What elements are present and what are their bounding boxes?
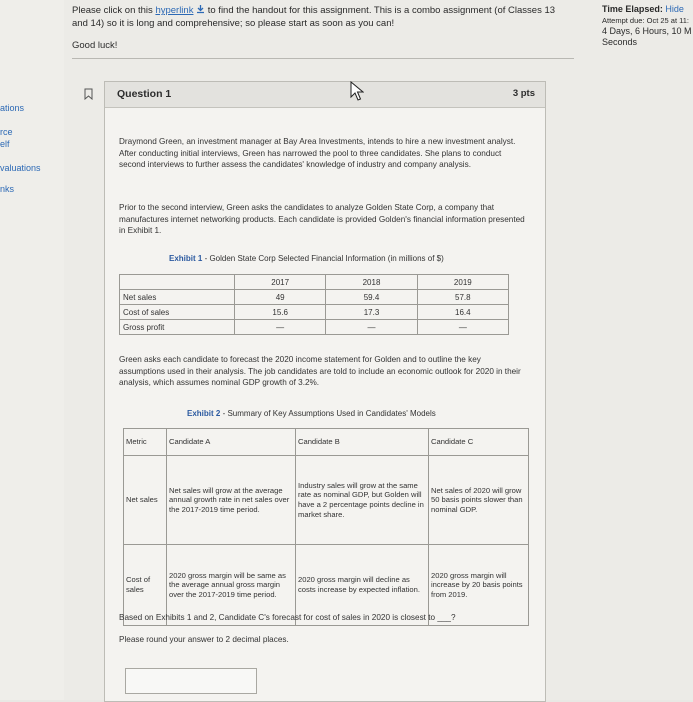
cell-value: — [326,320,417,335]
assumption-cell: Net sales of 2020 will grow 50 basis points slower than nominal GDP. [429,456,529,545]
exhibit-1-label: Exhibit 1 [169,254,203,263]
question-card [104,81,546,702]
cell-value: 59.4 [326,290,417,305]
exhibit-1-caption [169,254,444,263]
exhibit-2-caption [187,409,436,418]
table-row [120,320,509,335]
question-paragraph-1: Draymond Green, an investment manager at Bay Area Investments, intends to hire a new investment analyst. After conducting initial interviews, Green has narrowed the pool to three candidates. She plans to conduct second interviews to further assess the candidates' knowledge of industry and company analysis. [119,137,516,170]
question-header [105,82,545,108]
flag-question-icon[interactable] [83,88,95,100]
metric-label: Cost of sales [124,545,167,626]
exhibit-2-label: Exhibit 2 [187,409,221,418]
cell-value: 15.6 [235,305,326,320]
instructions-text-end: to find the handout for this assignment. This is a combo assignment (of Classes 13 and 14) so it is long and comprehensive; so please start as soon as you can! [72,5,556,29]
course-nav [0,0,64,700]
exhibit-1-title: - Golden State Corp Selected Financial Information (in millions of $) [202,254,444,263]
header-divider [72,58,574,59]
cell-value: — [235,320,326,335]
year-header: 2018 [326,275,417,290]
table-row [120,305,509,320]
cell-value: 57.8 [417,290,508,305]
question-paragraph-3: Green asks each candidate to forecast the 2020 income statement for Golden and to outline the key assumptions used in their analysis. The job candidates are told to include an economic outlook for 2020 in their analysis, which assumes nominal GDP growth of 3.2%. [119,355,521,388]
column-header: Candidate B [296,429,429,456]
instructions-text-start: Please click on this [72,5,156,16]
nav-item-links[interactable]: nks [0,184,15,194]
table-row [120,290,509,305]
year-header: 2019 [417,275,508,290]
cell-value: 49 [235,290,326,305]
year-header: 2017 [235,275,326,290]
assumption-cell: 2020 gross margin will decline as costs increase by expected inflation. [296,545,429,626]
row-label: Gross profit [120,320,235,335]
exhibit-2-table [123,428,529,626]
mouse-cursor-icon [350,81,364,101]
attempt-due: Attempt due: Oct 25 at 11: [602,16,689,25]
table-row [124,456,529,545]
answer-input[interactable] [125,668,257,694]
time-elapsed-label: Time Elapsed: [602,4,663,14]
nav-item-discussions[interactable]: ations [0,103,25,113]
exhibit-2-title: - Summary of Key Assumptions Used in Candidates' Models [220,409,436,418]
row-label: Cost of sales [120,305,235,320]
cell-value: 16.4 [417,305,508,320]
column-header: Metric [124,429,167,456]
cell-value: — [417,320,508,335]
nav-item-resource[interactable]: rce [0,127,13,137]
assignment-instructions [72,4,572,30]
question-paragraph-2: Prior to the second interview, Green asks the candidates to analyze Golden State Corp, a company that manufactures internet networking products. Each candidate is provided Golden's financial information presented in Exhibit 1. [119,203,525,236]
download-icon[interactable] [196,4,205,14]
handout-hyperlink[interactable]: hyperlink [155,5,194,16]
nav-item-self[interactable]: elf [0,139,10,149]
hide-timer-link[interactable]: Hide [665,4,684,14]
metric-label: Net sales [124,456,167,545]
good-luck-text: Good luck! [72,40,118,51]
rounding-instruction: Please round your answer to 2 decimal places. [119,635,289,644]
row-label: Net sales [120,290,235,305]
column-header: Candidate C [429,429,529,456]
question-points: 3 pts [512,88,535,99]
time-remaining: 4 Days, 6 Hours, 10 M [602,26,692,36]
assumption-cell: Net sales will grow at the average annual growth rate in net sales over the 2017-2019 time period. [167,456,296,545]
time-elapsed-panel [602,4,693,48]
assumption-cell: 2020 gross margin will be same as the average annual gross margin over the 2017-2019 time period. [167,545,296,626]
time-seconds: Seconds [602,37,638,47]
assumption-cell: 2020 gross margin will increase by 20 basis points from 2019. [429,545,529,626]
question-title: Question 1 [117,88,172,100]
question-prompt: Based on Exhibits 1 and 2, Candidate C's forecast for cost of sales in 2020 is closest to ___? [119,613,456,622]
assumption-cell: Industry sales will grow at the same rate as nominal GDP, but Golden will have a 2 percentage points decline in market share. [296,456,429,545]
nav-item-evaluations[interactable]: valuations [0,163,41,173]
column-header: Candidate A [167,429,296,456]
exhibit-1-table [119,274,509,335]
cell-value: 17.3 [326,305,417,320]
